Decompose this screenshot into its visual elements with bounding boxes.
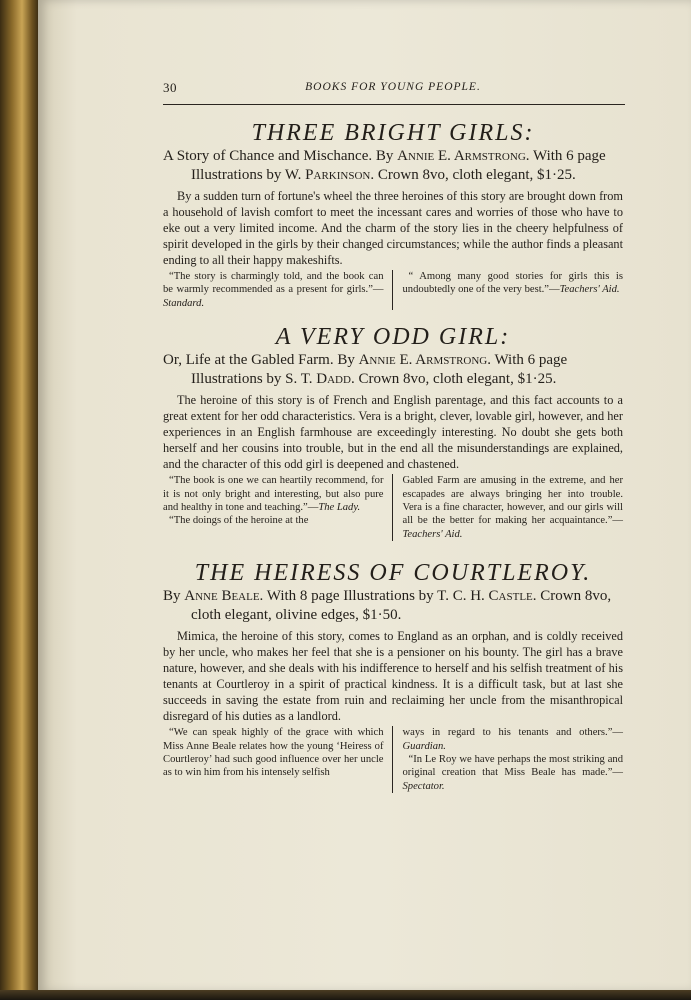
review-source: Teachers' Aid.: [402, 528, 463, 540]
review-column-right: [392, 270, 624, 310]
review-quote: “ Among many good stories for girls this is undoubtedly one of the very best.”—Teachers' Aid.: [402, 271, 623, 296]
review-source: Standard.: [163, 297, 205, 309]
review-column-right: [392, 726, 624, 793]
book-title: A VERY ODD GIRL:: [275, 324, 511, 351]
page-bottom-edge: [0, 990, 691, 1000]
review-quote: “In Le Roy we have perhaps the most striking and original creation that Miss Beale has made.”—Spectator.: [402, 754, 623, 792]
book-subtitle: A Story of Chance and Mischance. By Annie E. Armstrong. With 6 page Illustrations by W. Parkinson. Crown 8vo, cloth elegant, $1·25.: [163, 148, 606, 183]
press-reviews: [163, 270, 623, 310]
review-quote: “We can speak highly of the grace with which Miss Anne Beale relates how the young ‘Heiress of Courtleroy’ had such good influence over her uncle as to win him from his intensely selfish: [163, 727, 384, 779]
book-subtitle: By Anne Beale. With 8 page Illustrations by T. C. H. Castle. Crown 8vo, cloth elegant, olivine edges, $1·50.: [163, 588, 612, 624]
review-quote: “The doings of the heroine at the: [169, 515, 309, 527]
review-quote: ways in regard to his tenants and others.”—Guardian.: [402, 727, 623, 752]
author-name: Annie E. Armstrong.: [358, 352, 491, 369]
review-quote: Gabled Farm are amusing in the extreme, and her escapades are always bringing her into trouble. Vera is a fine character, however, and our girls will all be the better for making her acquaintance.”—Teachers' Aid.: [402, 475, 623, 540]
book-page: [38, 0, 691, 992]
book-description: The heroine of this story is of French and English parentage, and this fact accounts to a great extent for her odd characteristics. Vera is a bright, clever, lovable girl, however, and her experiences in an English farmhouse are exceedingly interesting. No doubt she gets both herself and her cousins into trouble, but in the end all the misunderstandings are explained, and the character of this odd girl is deepened and chastened.: [163, 393, 623, 472]
review-source: Teachers' Aid.: [559, 284, 620, 296]
head-rule: [163, 104, 625, 105]
illustrator-name: Castle.: [488, 588, 537, 605]
review-quote: “The story is charmingly told, and the book can be warmly recommended as a present for girls.”—Standard.: [163, 271, 384, 309]
author-name: Anne Beale.: [184, 588, 264, 605]
book-description: By a sudden turn of fortune's wheel the three heroines of this story are brought down from a household of lavish comfort to meet the incessant cares and worries of those who have to eke out a very limited income. And the charm of the story lies in the cheery helpfulness of spirit developed in the girls by their changed circumstances; while the author finds a pleasant ending to all their happy makeshifts.: [163, 189, 623, 267]
page-content: [163, 76, 623, 793]
illustrator-name: Parkinson.: [305, 167, 375, 183]
review-column-left: [163, 474, 392, 541]
running-head: [163, 76, 623, 96]
review-source: The Lady.: [318, 502, 361, 514]
review-source: Guardian.: [402, 740, 446, 752]
book-title: THREE BRIGHT GIRLS:: [251, 120, 535, 146]
review-quote: “The book is one we can heartily recommend, for it is not only bright and interesting, but also pure and healthy in tone and teaching.”—The Lady.: [163, 475, 384, 514]
review-column-right: [392, 474, 624, 541]
review-column-left: [163, 270, 392, 310]
author-name: Annie E. Armstrong.: [397, 148, 530, 164]
press-reviews: [163, 474, 623, 541]
page-number: 30: [163, 80, 177, 95]
illustrator-name: Dadd.: [316, 371, 355, 388]
press-reviews: [163, 726, 623, 793]
review-column-left: [163, 726, 392, 793]
running-title: BOOKS FOR YOUNG PEOPLE.: [305, 81, 481, 93]
book-binding-edge: [0, 0, 40, 1000]
book-title: THE HEIRESS OF COURTLEROY.: [194, 560, 592, 587]
review-source: Spectator.: [402, 780, 445, 792]
book-description: Mimica, the heroine of this story, comes to England as an orphan, and is coldly received by her uncle, who makes her feel that she is a pensioner on his bounty. The girl has a brave nature, however, and she deals with his indifference to herself and his selfish treatment of his tenants at Courtleroy in a spirit of practical kindness. It is a difficult task, but at last she succeeds in saving the estate from ruin and reclaiming her uncle from the misanthropical disregard of his duties as a landlord.: [163, 629, 623, 724]
book-subtitle: Or, Life at the Gabled Farm. By Annie E. Armstrong. With 6 page Illustrations by S. T. Dadd. Crown 8vo, cloth elegant, $1·25.: [163, 352, 568, 388]
